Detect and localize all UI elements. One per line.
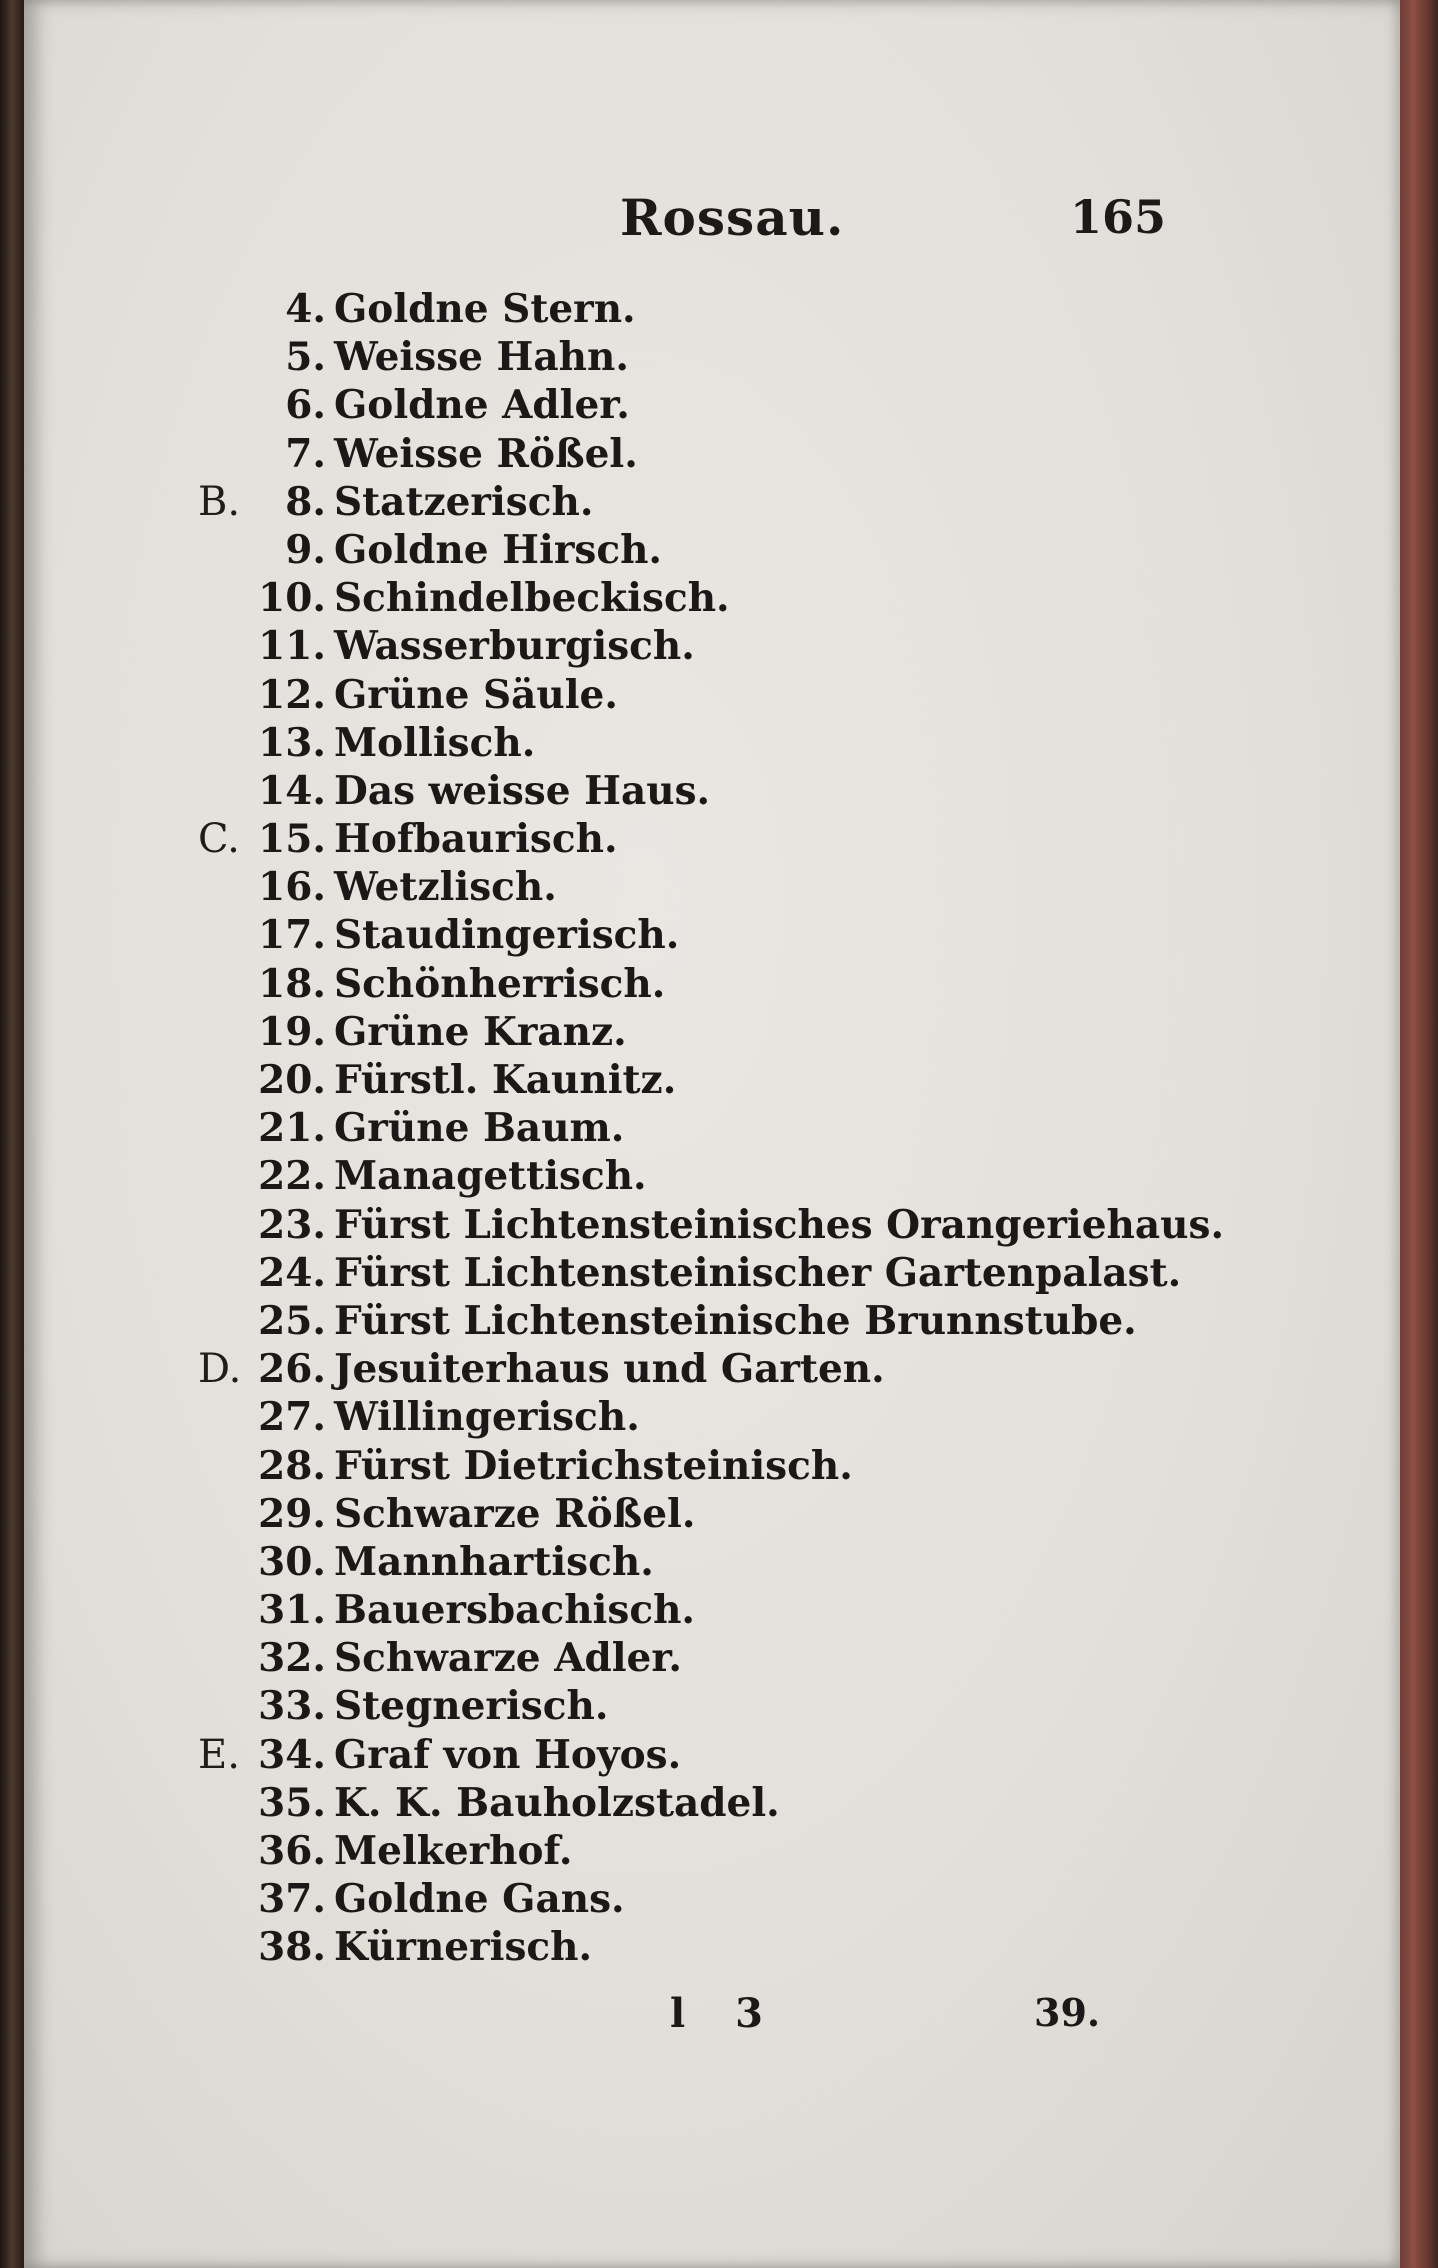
running-head: Rossau. — [620, 188, 845, 247]
entry-name: Staudingerisch. — [334, 912, 680, 959]
list-item — [0, 1246, 1182, 1296]
list-item — [0, 860, 1100, 911]
entry-number: 11. — [258, 623, 326, 670]
entry-number: 37. — [258, 1876, 326, 1923]
entry-number: 5. — [285, 334, 326, 381]
list-item — [0, 1776, 1100, 1824]
entry-name: Goldne Adler. — [334, 382, 630, 429]
list-item — [0, 1149, 1100, 1200]
list-item — [0, 1294, 1137, 1344]
entry-name: K. K. Bauholzstadel. — [334, 1779, 780, 1826]
list-item — [0, 523, 1100, 571]
entry-number: 35. — [258, 1779, 326, 1826]
entry-number: 24. — [258, 1249, 326, 1296]
entry-number: 29. — [258, 1490, 326, 1537]
list-item — [0, 1342, 1100, 1393]
entry-name: Fürst Lichtensteinischer Gartenpalast. — [334, 1249, 1182, 1296]
entry-name: Fürstl. Kaunitz. — [334, 1057, 677, 1103]
list-item — [0, 1872, 1100, 1923]
list-item — [0, 1198, 1225, 1248]
section-letter: C. — [198, 816, 240, 863]
entry-name: Schwarze Rößel. — [334, 1490, 696, 1537]
entry-number: 20. — [258, 1057, 326, 1103]
entry-number: 38. — [258, 1924, 326, 1971]
entry-name: Statzerisch. — [334, 478, 594, 525]
entry-name: Das weisse Haus. — [334, 767, 711, 814]
entry-number: 10. — [258, 575, 326, 622]
entry-number: 13. — [258, 719, 326, 766]
entry-number: 12. — [258, 671, 326, 718]
list-item — [0, 619, 1100, 670]
list-item — [0, 1824, 1100, 1872]
list-item — [0, 1679, 1100, 1730]
entry-number: 17. — [258, 912, 326, 959]
entry-name: Grüne Säule. — [334, 671, 618, 718]
section-letter: E. — [198, 1731, 240, 1778]
entry-number: 4. — [285, 286, 326, 332]
list-item — [0, 571, 1100, 622]
entry-name: Hofbaurisch. — [334, 816, 618, 863]
list-item — [0, 764, 1100, 812]
list-item — [0, 957, 1100, 1005]
entry-number: 8. — [285, 478, 326, 525]
entry-name: Weisse Rößel. — [334, 430, 638, 477]
page-footer — [24, 1990, 1400, 2050]
entry-name: Schönherrisch. — [334, 960, 666, 1007]
signature-mark: l 3 — [670, 1990, 781, 2037]
entry-number: 19. — [258, 1008, 326, 1055]
entry-name: Graf von Hoyos. — [334, 1731, 682, 1778]
page-number: 165 — [1070, 190, 1167, 244]
list-item — [0, 668, 1100, 716]
entry-name: Mollisch. — [334, 719, 536, 766]
entry-name: Kürnerisch. — [334, 1924, 593, 1971]
entry-number: 27. — [258, 1394, 326, 1441]
list-item — [0, 1101, 1100, 1152]
list-item — [0, 1920, 1100, 1971]
entry-number: 30. — [258, 1538, 326, 1585]
list-item — [0, 282, 1100, 330]
entry-name: Bauersbachisch. — [334, 1587, 695, 1634]
entry-name: Schindelbeckisch. — [334, 575, 730, 622]
page-header — [24, 188, 1400, 258]
entry-name: Schwarze Adler. — [334, 1635, 682, 1682]
entry-number: 33. — [258, 1683, 326, 1730]
catchword: 39. — [1034, 1990, 1101, 2035]
list-item — [0, 475, 1100, 523]
entry-name: Fürst Lichtensteinische Brunnstube. — [334, 1297, 1137, 1344]
list-item — [0, 1631, 1100, 1682]
list-item — [0, 378, 1100, 429]
entry-name: Goldne Hirsch. — [334, 526, 662, 573]
entry-number: 36. — [258, 1828, 326, 1874]
entry-number: 26. — [258, 1346, 326, 1393]
entry-name: Goldne Gans. — [334, 1876, 625, 1923]
entry-number: 21. — [258, 1105, 326, 1152]
entry-number: 15. — [258, 816, 326, 863]
entry-number: 6. — [285, 382, 326, 429]
list-item — [0, 330, 1100, 381]
entry-name: Wasserburgisch. — [334, 623, 695, 670]
entry-number: 25. — [258, 1297, 326, 1344]
list-item — [0, 1005, 1100, 1053]
entry-number: 22. — [258, 1153, 326, 1200]
list-item — [0, 1583, 1100, 1634]
entry-name: Wetzlisch. — [334, 864, 557, 911]
entry-number: 32. — [258, 1635, 326, 1682]
entry-name: Fürst Dietrichsteinisch. — [334, 1442, 853, 1489]
list-item — [0, 1390, 1100, 1441]
entry-number: 28. — [258, 1442, 326, 1489]
entry-name: Goldne Stern. — [334, 286, 636, 332]
list-item — [0, 1728, 1100, 1776]
entry-number: 16. — [258, 864, 326, 911]
list-item — [0, 1439, 1100, 1487]
list-item — [0, 908, 1100, 959]
list-item — [0, 1487, 1100, 1535]
list-item — [0, 812, 1100, 863]
list-item — [0, 427, 1100, 475]
entry-name: Jesuiterhaus und Garten. — [334, 1346, 885, 1393]
page-edge — [1400, 0, 1438, 2268]
entry-name: Managettisch. — [334, 1153, 647, 1200]
entry-name: Weisse Hahn. — [334, 334, 629, 381]
section-letter: D. — [198, 1346, 242, 1393]
entry-number: 23. — [258, 1201, 326, 1248]
section-letter: B. — [198, 478, 241, 525]
entry-number: 34. — [258, 1731, 326, 1778]
entry-name: Stegnerisch. — [334, 1683, 609, 1730]
entry-number: 18. — [258, 960, 326, 1007]
list-item — [0, 716, 1100, 764]
house-list — [0, 282, 1225, 1971]
entry-number: 14. — [258, 767, 326, 814]
list-item — [0, 1535, 1100, 1583]
entry-name: Melkerhof. — [334, 1828, 573, 1874]
entry-name: Mannhartisch. — [334, 1538, 654, 1585]
entry-name: Fürst Lichtensteinisches Orangeriehaus. — [334, 1201, 1225, 1248]
entry-number: 31. — [258, 1587, 326, 1634]
entry-number: 9. — [285, 526, 326, 573]
entry-name: Grüne Baum. — [334, 1105, 625, 1152]
entry-number: 7. — [285, 430, 326, 477]
entry-name: Willingerisch. — [334, 1394, 640, 1441]
list-item — [0, 1053, 1100, 1101]
entry-name: Grüne Kranz. — [334, 1008, 627, 1055]
